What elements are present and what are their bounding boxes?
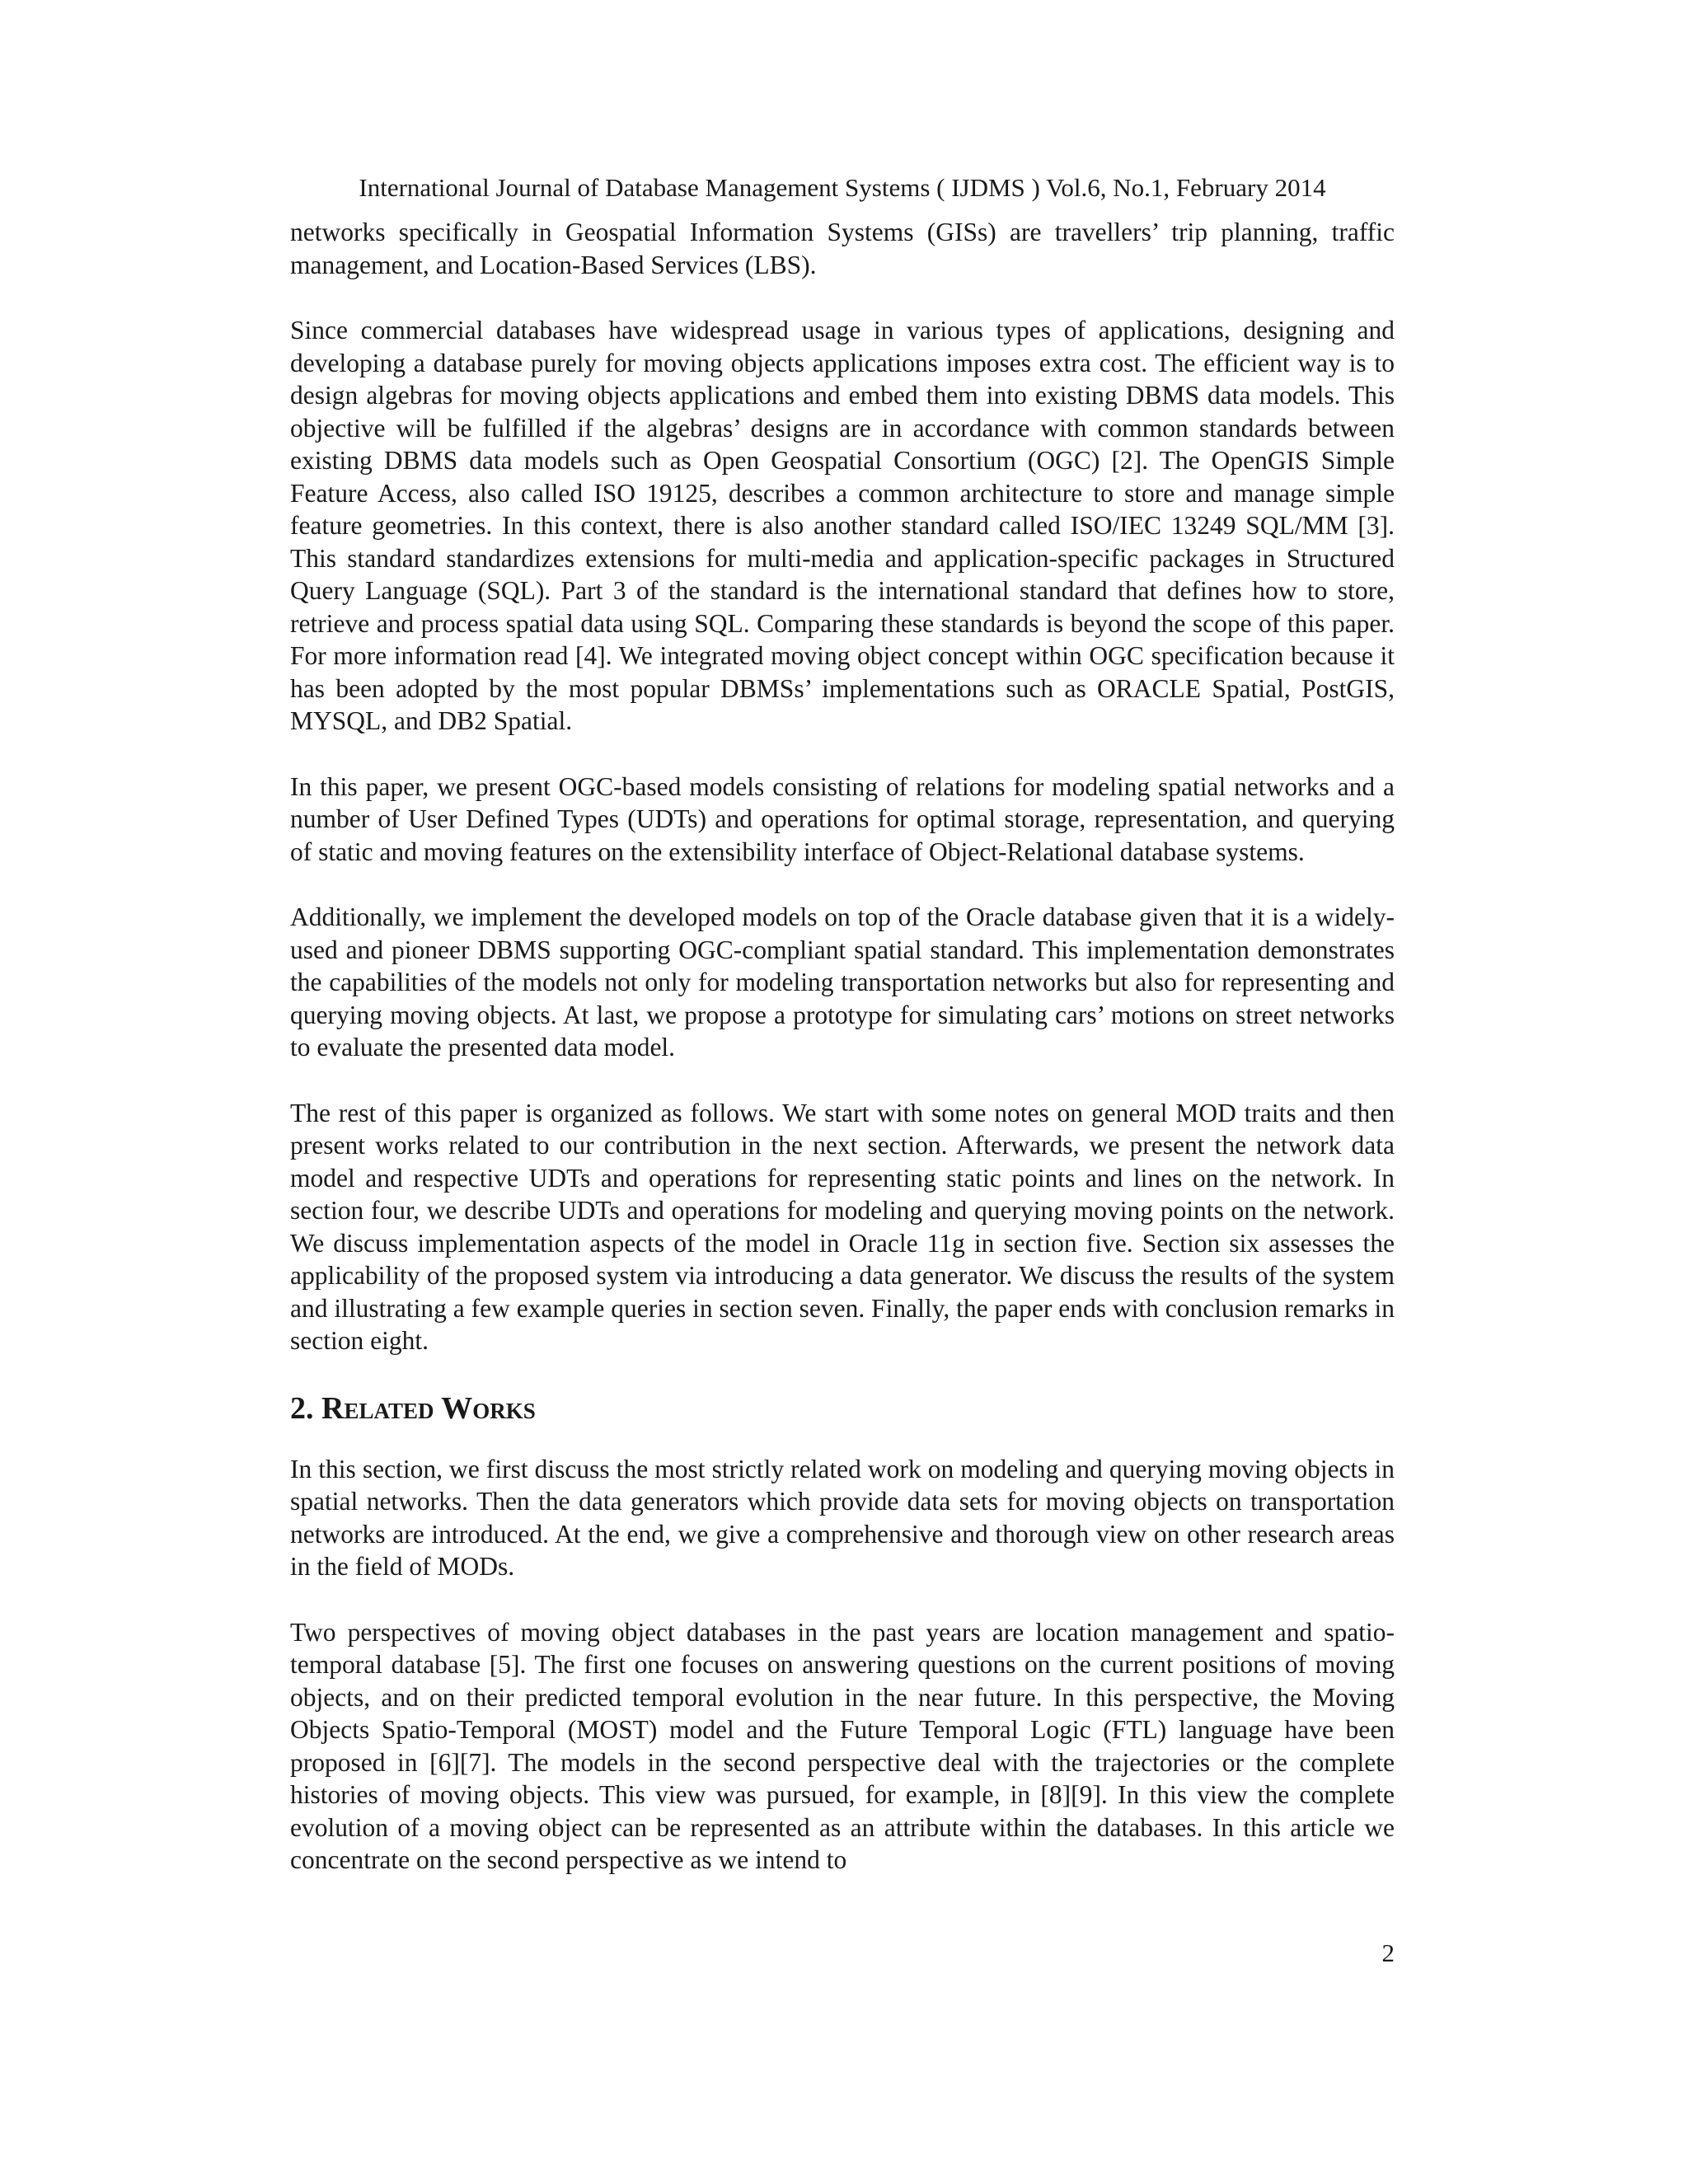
running-header: International Journal of Database Management Systems ( IJDMS ) Vol.6, No.1, February 2014 — [359, 173, 1326, 202]
paragraph-organization: The rest of this paper is organized as follows. We start with some notes on general MOD traits and then present works related to our contribution in the next section. Afterwards, we present the network data model and respective UDTs and operations for representing static points and lines on the network. In section four, we describe UDTs and operations for modeling and querying moving points on the network. We discuss implementation aspects of the model in Oracle 11g in section five. Section six assesses the applicability of the proposed system via introducing a data generator. We discuss the results of the system and illustrating a few example queries in section seven. Finally, the paper ends with conclusion remarks in section eight. — [290, 1098, 1395, 1355]
page-content — [290, 216, 1395, 1910]
paragraph-perspectives: Two perspectives of moving object databases in the past years are location management and spatio-temporal database [5]. The first one focuses on answering questions on the current positions of moving objects, and on their predicted temporal evolution in the near future. In this perspective, the Moving Objects Spatio-Temporal (MOST) model and the Future Temporal Logic (FTL) language have been proposed in [6][7]. The models in the second perspective deal with the trajectories or the complete histories of moving objects. This view was pursued, for example, in [8][9]. In this view the complete evolution of a moving object can be represented as an attribute within the databases. In this article we concentrate on the second perspective as we intend to — [290, 1617, 1395, 1874]
paragraph-contribution: In this paper, we present OGC-based models consisting of relations for modeling spatial networks and a number of User Defined Types (UDTs) and operations for optimal storage, representation, and querying of static and moving features on the extensibility interface of Object-Relational database systems. — [290, 771, 1395, 866]
section-heading-related-works: 2. Related Works — [290, 1390, 536, 1426]
paragraph-intro-continued: networks specifically in Geospatial Information Systems (GISs) are travellers’ trip planning, traffic management, and Location-Based Services (LBS). — [290, 218, 1395, 279]
paragraph-related-intro: In this section, we first discuss the most strictly related work on modeling and querying moving objects in spatial networks. Then the data generators which provide data sets for moving objects on transportation networks are introduced. At the end, we give a comprehensive and thorough view on other research areas in the field of MODs. — [290, 1454, 1395, 1581]
paragraph-implementation: Additionally, we implement the developed models on top of the Oracle database given that it is a widely-used and pioneer DBMS supporting OGC-compliant spatial standard. This implementation demonstrates the capabilities of the models not only for modeling transportation networks but also for representing and querying moving objects. At last, we propose a prototype for simulating cars’ motions on street networks to evaluate the presented data model. — [290, 902, 1395, 1062]
page-number: 2 — [1381, 1938, 1395, 1967]
paragraph-standards: Since commercial databases have widespread usage in various types of applications, designing and developing a database purely for moving objects applications imposes extra cost. The efficient way is to design algebras for moving objects applications and embed them into existing DBMS data models. This objective will be fulfilled if the algebras’ designs are in accordance with common standards between existing DBMS data models such as Open Geospatial Consortium (OGC) [2]. The OpenGIS Simple Feature Access, also called ISO 19125, describes a common architecture to store and manage simple feature geometries. In this context, there is also another standard called ISO/IEC 13249 SQL/MM [3]. This standard standardizes extensions for multi-media and application-specific packages in Structured Query Language (SQL). Part 3 of the standard is the international standard that defines how to store, retrieve and process spatial data using SQL. Comparing these standards is beyond the scope of this paper. For more information read [4]. We integrated moving object concept within OGC specification because it has been adopted by the most popular DBMSs’ implementations such as ORACLE Spatial, PostGIS, MYSQL, and DB2 Spatial. — [290, 316, 1395, 735]
